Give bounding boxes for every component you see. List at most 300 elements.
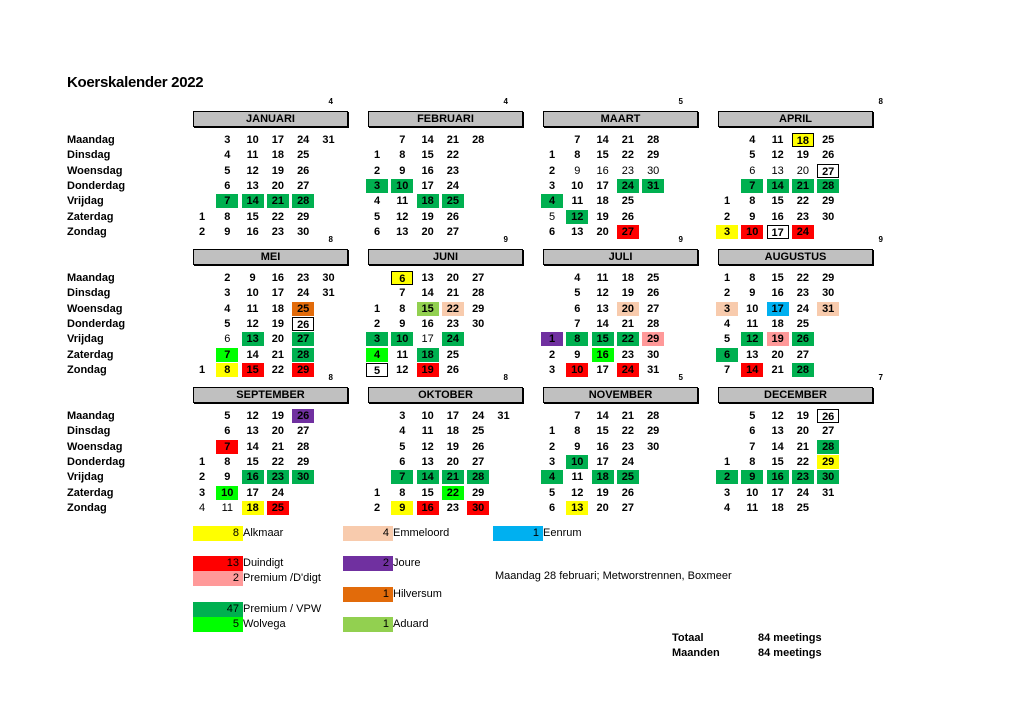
- day-cell: 7: [216, 348, 238, 362]
- day-cell: 30: [467, 501, 489, 515]
- day-cell: 26: [817, 409, 839, 423]
- day-cell: 7: [749, 440, 756, 453]
- day-cell: 11: [746, 317, 759, 330]
- day-cell: 6: [224, 333, 231, 346]
- day-cell: 25: [267, 501, 289, 515]
- day-cell: 13: [396, 225, 409, 238]
- day-cell: 28: [292, 194, 314, 208]
- day-cell: 31: [822, 486, 835, 499]
- day-cell: 3: [548, 179, 556, 192]
- day-cell: 30: [817, 470, 839, 484]
- day-cell: 29: [647, 425, 660, 438]
- day-cell: 13: [421, 272, 434, 284]
- day-cell: 12: [571, 486, 584, 499]
- day-cell: 15: [242, 363, 264, 377]
- day-cell: 14: [417, 470, 439, 484]
- day-cell: 18: [621, 272, 635, 284]
- day-cell: 1: [373, 149, 381, 162]
- day-cell: 12: [566, 210, 588, 224]
- day-cell: 8: [224, 210, 231, 223]
- day-cell: 1: [198, 363, 206, 376]
- day-cell: 9: [249, 272, 256, 284]
- day-cell: 27: [297, 179, 310, 192]
- day-cell: 23: [621, 440, 635, 453]
- day-cell: 28: [472, 134, 485, 146]
- day-cell: 17: [446, 410, 460, 422]
- legend-swatch: 2: [343, 556, 393, 571]
- day-cell: 31: [647, 363, 660, 376]
- day-cell: 15: [596, 425, 609, 438]
- day-cell: 1: [373, 302, 381, 315]
- day-cell: 6: [749, 425, 756, 438]
- day-cell: 23: [446, 501, 460, 514]
- day-cell: 8: [574, 149, 581, 162]
- day-cell: 7: [399, 134, 406, 146]
- day-cell: 17: [421, 179, 434, 192]
- day-cell: 27: [647, 302, 660, 315]
- day-cell: 21: [771, 363, 784, 376]
- day-label: Vrijdag: [67, 471, 104, 484]
- day-cell: 19: [596, 486, 609, 499]
- day-cell: 2: [373, 317, 381, 330]
- day-cell: 17: [596, 179, 609, 192]
- day-cell: 6: [391, 271, 413, 285]
- month-count: 9: [678, 235, 683, 244]
- day-cell: 21: [621, 410, 635, 422]
- day-cell: 4: [198, 501, 206, 514]
- day-cell: 19: [271, 410, 285, 422]
- legend-label: Alkmaar: [243, 527, 284, 539]
- day-cell: 26: [446, 210, 460, 223]
- day-cell: 8: [566, 332, 588, 346]
- day-cell: 19: [271, 317, 285, 330]
- month-count: 9: [503, 235, 508, 244]
- day-cell: 12: [741, 332, 763, 346]
- day-cell: 10: [571, 179, 584, 192]
- day-label: Donderdag: [67, 179, 126, 192]
- day-cell: 22: [271, 210, 285, 223]
- day-cell: 16: [421, 164, 434, 177]
- day-cell: 18: [417, 348, 439, 362]
- legend-label: Premium / VPW: [243, 603, 322, 615]
- month-header: AUGUSTUS: [718, 249, 873, 265]
- day-cell: 1: [723, 272, 731, 284]
- month-header: SEPTEMBER: [193, 387, 348, 403]
- day-label: Vrijdag: [67, 195, 104, 208]
- day-cell: 18: [417, 194, 439, 208]
- day-cell: 19: [796, 410, 810, 422]
- day-cell: 8: [216, 363, 238, 377]
- day-cell: 3: [224, 287, 231, 300]
- day-cell: 15: [771, 195, 784, 208]
- day-cell: 21: [621, 134, 635, 146]
- legend-label: Aduard: [393, 618, 429, 630]
- day-cell: 10: [746, 486, 759, 499]
- day-cell: 2: [224, 272, 231, 284]
- day-cell: 23: [297, 272, 310, 284]
- day-cell: 11: [396, 348, 409, 361]
- day-cell: 27: [472, 455, 485, 468]
- day-cell: 11: [246, 149, 259, 162]
- day-cell: 23: [621, 164, 635, 177]
- day-cell: 1: [198, 210, 206, 223]
- month-header: JULI: [543, 249, 698, 265]
- day-label: Dinsdag: [67, 425, 111, 438]
- day-cell: 2: [198, 471, 206, 484]
- day-cell: 12: [771, 149, 784, 162]
- day-cell: 30: [322, 272, 335, 284]
- day-cell: 9: [399, 164, 406, 177]
- day-cell: 22: [271, 363, 285, 376]
- day-cell: 22: [446, 149, 460, 162]
- day-cell: 1: [198, 455, 206, 468]
- day-cell: 21: [271, 348, 285, 361]
- legend-label: Eenrum: [543, 527, 582, 539]
- day-label: Dinsdag: [67, 287, 111, 300]
- day-cell: 31: [322, 287, 335, 300]
- day-cell: 27: [621, 501, 635, 514]
- day-cell: 8: [749, 195, 756, 208]
- day-cell: 9: [741, 470, 763, 484]
- day-cell: 10: [421, 410, 434, 422]
- day-cell: 25: [822, 134, 835, 146]
- day-cell: 13: [746, 348, 759, 361]
- legend-swatch: 1: [343, 587, 393, 602]
- month-header: MEI: [193, 249, 348, 265]
- day-cell: 4: [541, 470, 563, 484]
- day-cell: 24: [792, 225, 814, 239]
- day-cell: 13: [571, 225, 584, 238]
- day-label: Dinsdag: [67, 149, 111, 162]
- day-cell: 5: [224, 317, 231, 330]
- day-cell: 10: [246, 134, 259, 146]
- day-cell: 25: [796, 317, 810, 330]
- day-label: Maandag: [67, 410, 115, 422]
- day-cell: 13: [771, 425, 784, 438]
- day-cell: 12: [396, 210, 409, 223]
- day-cell: 19: [421, 210, 434, 223]
- month-header: FEBRUARI: [368, 111, 523, 127]
- day-cell: 5: [399, 440, 406, 453]
- day-cell: 25: [472, 425, 485, 438]
- day-cell: 24: [796, 486, 810, 499]
- day-cell: 31: [497, 410, 510, 422]
- legend-label: Wolvega: [243, 618, 286, 630]
- day-cell: 9: [574, 440, 581, 453]
- day-cell: 26: [647, 287, 660, 300]
- day-cell: 4: [723, 317, 731, 330]
- day-cell: 24: [297, 287, 310, 300]
- legend-label: Duindigt: [243, 557, 284, 569]
- day-cell: 8: [749, 272, 756, 284]
- day-cell: 19: [417, 363, 439, 377]
- day-cell: 27: [817, 164, 839, 178]
- day-cell: 13: [246, 425, 259, 438]
- day-cell: 15: [421, 149, 434, 162]
- day-cell: 16: [771, 210, 784, 223]
- day-cell: 13: [246, 179, 259, 192]
- legend-swatch: 2: [193, 571, 243, 586]
- day-cell: 24: [271, 486, 285, 499]
- day-cell: 1: [548, 425, 556, 438]
- day-cell: 22: [621, 149, 635, 162]
- day-cell: 24: [617, 363, 639, 377]
- legend-label: Joure: [393, 557, 421, 569]
- day-label: Woensdag: [67, 302, 123, 315]
- day-cell: 8: [399, 486, 406, 499]
- day-cell: 24: [621, 455, 635, 468]
- day-cell: 12: [771, 410, 784, 422]
- month-count: 8: [503, 373, 508, 382]
- day-cell: 30: [472, 317, 485, 330]
- day-cell: 5: [224, 164, 231, 177]
- day-cell: 18: [592, 470, 614, 484]
- day-cell: 15: [246, 455, 259, 468]
- day-cell: 16: [771, 287, 784, 300]
- day-cell: 3: [399, 410, 406, 422]
- day-cell: 4: [373, 195, 381, 208]
- day-cell: 24: [472, 410, 485, 422]
- day-cell: 5: [224, 410, 231, 422]
- day-cell: 7: [574, 317, 581, 330]
- day-cell: 12: [396, 363, 409, 376]
- day-cell: 21: [267, 194, 289, 208]
- day-cell: 19: [446, 440, 460, 453]
- day-cell: 21: [446, 287, 460, 300]
- day-cell: 30: [647, 164, 660, 177]
- day-cell: 28: [647, 317, 660, 330]
- legend-swatch: 5: [193, 617, 243, 632]
- day-cell: 9: [224, 471, 231, 484]
- day-cell: 20: [796, 164, 810, 177]
- day-cell: 4: [224, 302, 231, 315]
- day-cell: 11: [571, 195, 584, 208]
- day-cell: 14: [246, 440, 259, 453]
- day-cell: 29: [822, 195, 835, 208]
- day-cell: 12: [246, 410, 259, 422]
- day-cell: 16: [596, 164, 609, 177]
- day-cell: 30: [297, 225, 310, 238]
- day-cell: 13: [596, 302, 609, 315]
- day-cell: 2: [198, 225, 206, 238]
- day-label: Donderdag: [67, 317, 126, 330]
- day-cell: 30: [647, 348, 660, 361]
- day-cell: 6: [574, 302, 581, 315]
- day-cell: 2: [548, 440, 556, 453]
- day-cell: 29: [472, 302, 485, 315]
- day-cell: 7: [741, 179, 763, 193]
- day-cell: 25: [292, 302, 314, 316]
- day-cell: 4: [723, 501, 731, 514]
- day-cell: 6: [749, 164, 756, 177]
- day-cell: 22: [796, 195, 810, 208]
- day-cell: 11: [771, 134, 784, 146]
- day-cell: 15: [596, 149, 609, 162]
- day-cell: 10: [566, 455, 588, 469]
- day-cell: 20: [421, 225, 434, 238]
- legend-swatch: 13: [193, 556, 243, 571]
- day-cell: 23: [271, 225, 285, 238]
- day-cell: 20: [771, 348, 784, 361]
- day-cell: 23: [621, 348, 635, 361]
- day-cell: 8: [399, 149, 406, 162]
- month-header: JANUARI: [193, 111, 348, 127]
- day-cell: 6: [548, 225, 556, 238]
- day-cell: 10: [391, 179, 413, 193]
- day-cell: 7: [574, 410, 581, 422]
- day-cell: 14: [596, 410, 609, 422]
- day-cell: 5: [749, 149, 756, 162]
- day-cell: 23: [796, 287, 810, 300]
- day-cell: 19: [767, 332, 789, 346]
- day-cell: 3: [723, 486, 731, 499]
- day-cell: 28: [297, 440, 310, 453]
- day-cell: 10: [741, 225, 763, 239]
- day-label: Zondag: [67, 501, 107, 514]
- day-cell: 5: [548, 210, 556, 223]
- day-cell: 14: [421, 287, 434, 300]
- day-cell: 8: [574, 425, 581, 438]
- day-cell: 13: [566, 501, 588, 515]
- day-cell: 9: [224, 225, 231, 238]
- day-cell: 11: [596, 272, 609, 284]
- day-cell: 20: [271, 179, 285, 192]
- page-title: Koerskalender 2022: [67, 74, 204, 91]
- day-cell: 23: [446, 317, 460, 330]
- day-cell: 17: [596, 363, 609, 376]
- day-cell: 5: [366, 363, 388, 377]
- day-cell: 6: [399, 455, 406, 468]
- day-cell: 2: [723, 287, 731, 300]
- day-label: Maandag: [67, 272, 115, 284]
- day-cell: 6: [224, 179, 231, 192]
- day-cell: 5: [723, 333, 731, 346]
- day-cell: 25: [297, 149, 310, 162]
- day-cell: 6: [224, 425, 231, 438]
- day-label: Zaterdag: [67, 348, 114, 361]
- day-label: Zondag: [67, 225, 107, 238]
- month-count: 4: [503, 97, 508, 106]
- day-cell: 14: [242, 194, 264, 208]
- day-cell: 23: [267, 470, 289, 484]
- day-cell: 6: [716, 348, 738, 362]
- month-count: 9: [878, 235, 883, 244]
- day-cell: 20: [271, 425, 285, 438]
- day-cell: 29: [297, 455, 310, 468]
- day-cell: 7: [723, 363, 731, 376]
- day-label: Zondag: [67, 363, 107, 376]
- day-cell: 3: [366, 332, 388, 346]
- day-cell: 13: [771, 164, 784, 177]
- month-header: NOVEMBER: [543, 387, 698, 403]
- day-label: Woensdag: [67, 440, 123, 453]
- totals-value: 84 meetings: [758, 632, 822, 644]
- day-cell: 15: [771, 272, 784, 284]
- day-cell: 8: [399, 302, 406, 315]
- day-cell: 22: [796, 455, 810, 468]
- day-cell: 5: [373, 210, 381, 223]
- day-cell: 26: [822, 149, 835, 162]
- day-cell: 23: [446, 164, 460, 177]
- day-cell: 12: [246, 164, 259, 177]
- day-cell: 26: [446, 363, 460, 376]
- day-cell: 7: [574, 134, 581, 146]
- day-cell: 20: [446, 455, 460, 468]
- day-cell: 13: [421, 455, 434, 468]
- day-cell: 5: [574, 287, 581, 300]
- day-cell: 20: [446, 272, 460, 284]
- day-cell: 20: [796, 425, 810, 438]
- day-cell: 2: [723, 210, 731, 223]
- day-cell: 26: [792, 332, 814, 346]
- day-cell: 28: [817, 179, 839, 193]
- day-cell: 6: [373, 225, 381, 238]
- day-cell: 4: [366, 348, 388, 362]
- day-cell: 20: [596, 501, 609, 514]
- day-cell: 16: [592, 348, 614, 362]
- day-cell: 14: [771, 440, 784, 453]
- day-cell: 30: [292, 470, 314, 484]
- day-cell: 16: [596, 440, 609, 453]
- day-cell: 14: [596, 317, 609, 330]
- day-cell: 3: [548, 363, 556, 376]
- day-label: Woensdag: [67, 164, 123, 177]
- day-cell: 24: [617, 179, 639, 193]
- day-cell: 23: [796, 210, 810, 223]
- day-cell: 26: [472, 440, 485, 453]
- day-cell: 22: [621, 425, 635, 438]
- day-cell: 4: [399, 425, 406, 438]
- day-cell: 18: [596, 195, 609, 208]
- day-cell: 27: [796, 348, 810, 361]
- day-cell: 28: [647, 410, 660, 422]
- day-cell: 19: [271, 164, 285, 177]
- day-cell: 15: [592, 332, 614, 346]
- day-cell: 14: [421, 134, 434, 146]
- day-cell: 26: [292, 409, 314, 423]
- day-cell: 19: [796, 149, 810, 162]
- day-cell: 22: [796, 272, 810, 284]
- day-cell: 25: [617, 470, 639, 484]
- day-cell: 1: [541, 332, 563, 346]
- day-cell: 17: [271, 134, 285, 146]
- month-header: APRIL: [718, 111, 873, 127]
- day-cell: 12: [596, 287, 609, 300]
- day-cell: 18: [792, 133, 814, 147]
- day-cell: 18: [446, 425, 460, 438]
- day-cell: 9: [574, 164, 581, 177]
- legend-swatch: 1: [493, 526, 543, 541]
- day-cell: 10: [746, 302, 759, 315]
- day-cell: 21: [621, 317, 635, 330]
- day-label: Maandag: [67, 134, 115, 146]
- day-cell: 21: [792, 179, 814, 193]
- day-cell: 12: [246, 317, 259, 330]
- day-cell: 3: [198, 486, 206, 499]
- month-count: 8: [878, 97, 883, 106]
- day-cell: 17: [767, 225, 789, 239]
- month-count: 8: [328, 373, 333, 382]
- day-cell: 11: [421, 425, 434, 438]
- day-cell: 21: [442, 470, 464, 484]
- day-cell: 11: [746, 501, 759, 514]
- legend-swatch: 47: [193, 602, 243, 617]
- month-count: 4: [328, 97, 333, 106]
- day-cell: 25: [647, 272, 660, 284]
- day-cell: 3: [224, 134, 231, 146]
- day-cell: 8: [749, 455, 756, 468]
- day-cell: 31: [322, 134, 335, 146]
